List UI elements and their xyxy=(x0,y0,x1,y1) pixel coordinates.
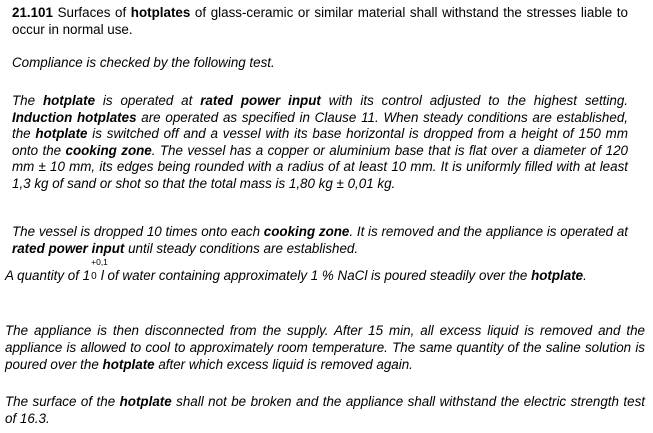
tolerance-notation xyxy=(90,257,108,282)
result-requirement-paragraph xyxy=(5,393,645,427)
upper-tolerance: +0,1 xyxy=(91,257,108,267)
cooling-test-paragraph xyxy=(5,322,645,373)
compliance-statement xyxy=(12,55,628,72)
test-text: The surface of the xyxy=(5,394,120,409)
test-text: The xyxy=(12,93,43,108)
defined-term: hotplate xyxy=(102,357,155,372)
defined-term: rated power input xyxy=(12,240,125,256)
test-text: . It is removed and the appliance is operated at xyxy=(349,224,629,239)
test-text: until steady conditions are established. xyxy=(124,240,359,256)
defined-term: cooking zone xyxy=(65,142,152,158)
compliance-text: Compliance is checked by the following test. xyxy=(12,55,275,70)
defined-term: hotplate xyxy=(35,126,88,142)
test-text: The vessel is dropped 10 times onto each xyxy=(12,224,264,239)
defined-term: hotplate xyxy=(42,93,96,108)
test-text: . The vessel has a copper or aluminium base that is flat over a diameter of 120 mm ± 10 mm, its edges being rounded with a radius of at least 10 mm. It is uniformly filled with at least 1,3 kg of sand or shot so that the total mass is 1,80 kg ± 0,01 kg. xyxy=(12,142,628,191)
defined-term: Induction hotplates xyxy=(12,109,137,125)
lower-tolerance: 0 xyxy=(91,271,97,282)
defined-term: rated power input xyxy=(200,93,321,108)
test-text: after which excess liquid is removed again. xyxy=(154,357,413,372)
test-text: . xyxy=(583,268,587,283)
defined-term: hotplates xyxy=(130,5,191,20)
test-text: The appliance is then disconnected from the supply. After 15 min, all excess liquid is removed and the appliance is allowed to cool to approximately room temperature. The same quantity of the saline solution is poured over the xyxy=(5,323,645,372)
test-text: with its control adjusted to the highest setting. xyxy=(320,93,628,108)
test-text: A quantity of 1 xyxy=(5,268,91,283)
test-text: are operated as specified in Clause 11. When steady conditions are established, the xyxy=(12,109,628,142)
test-text: l of water containing approximately 1 % NaCl is poured steadily over the xyxy=(97,268,532,283)
clause-text: Surfaces of xyxy=(52,5,131,20)
defined-term: hotplate xyxy=(119,394,172,409)
defined-term: cooking zone xyxy=(263,224,350,239)
clause-text: of glass-ceramic or similar material shall withstand the stresses liable to occur in normal use. xyxy=(12,5,628,37)
test-text: shall not be broken and the appliance shall withstand the electric strength test of 16.3. xyxy=(5,394,646,426)
test-text: is operated at xyxy=(95,93,201,108)
saline-test-paragraph xyxy=(5,257,645,286)
test-procedure-paragraph xyxy=(12,93,628,193)
drop-test-paragraph xyxy=(12,224,628,257)
clause-number: 21.101 xyxy=(12,5,53,20)
clause-statement xyxy=(12,5,628,38)
defined-term: hotplate xyxy=(531,268,584,283)
test-text: is switched off and a vessel with its base horizontal is dropped from a height of 150 mm onto the xyxy=(12,126,628,158)
